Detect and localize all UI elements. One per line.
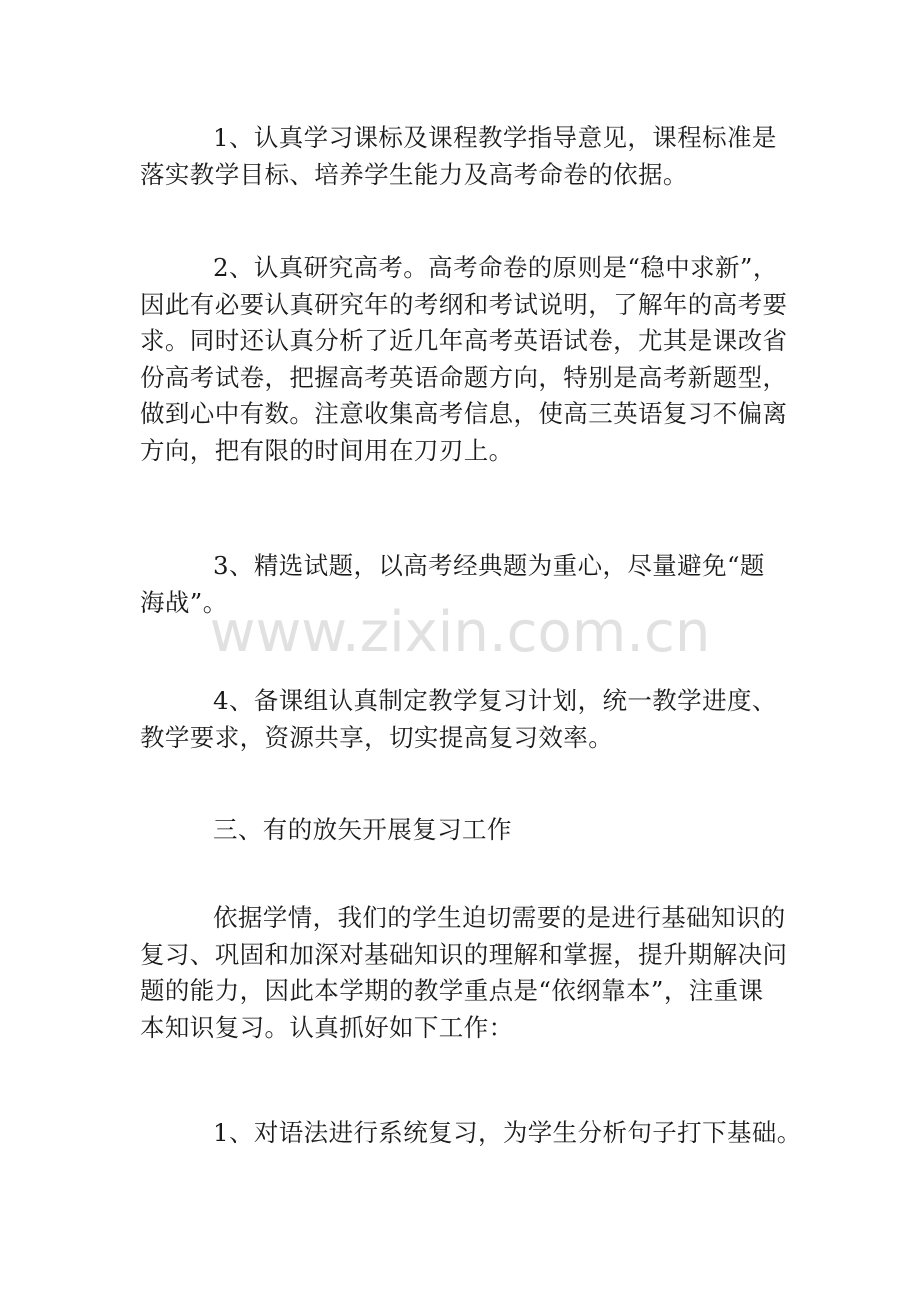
paragraph-item-2 <box>140 250 788 469</box>
paragraph-item-3 <box>140 548 785 621</box>
text-line: 方向，把有限的时间用在刀刃上。 <box>140 435 514 465</box>
text-line: 教学要求，资源共享，切实提高复习效率。 <box>140 722 614 752</box>
text-line: 份高考试卷，把握高考英语命题方向，特别是高考新题型， <box>140 362 788 392</box>
watermark: www.zixin.com.cn <box>209 600 711 665</box>
text-line: 复习、巩固和加深对基础知识的理解和掌握，提升期解决问 <box>140 939 788 969</box>
paragraph-item-1 <box>140 120 785 193</box>
text-line: 4、备课组认真制定教学复习计划，统一教学进度、 <box>213 686 777 715</box>
text-line: 1、认真学习课标及课程教学指导意见，课程标准是 <box>213 123 777 152</box>
text-line: 海战”。 <box>140 587 228 617</box>
section-heading <box>140 812 785 849</box>
text-line: 落实教学目标、培养学生能力及高考命卷的依据。 <box>140 159 688 189</box>
text-line: 2、认真研究高考。高考命卷的原则是“稳中求新”， <box>213 253 778 282</box>
text-line: 1、对语法进行系统复习，为学生分析句子打下基础。 <box>213 1118 802 1147</box>
text-line: 题的能力，因此本学期的教学重点是“依纲靠本”，注重课 <box>140 976 764 1005</box>
text-line: 三、有的放矢开展复习工作 <box>213 815 512 844</box>
paragraph-section-item-1 <box>140 1115 802 1152</box>
paragraph-item-4 <box>140 683 785 756</box>
paragraph-section-intro <box>140 900 788 1046</box>
text-line: 求。同时还认真分析了近几年高考英语试卷，尤其是课改省 <box>140 326 788 355</box>
text-line: 依据学情，我们的学生迫切需要的是进行基础知识的 <box>213 903 786 932</box>
text-line: 3、精选试题，以高考经典题为重心，尽量避免“题 <box>213 551 765 580</box>
text-line: 本知识复习。认真抓好如下工作： <box>140 1012 514 1042</box>
text-line: 因此有必要认真研究年的考纲和考试说明，了解年的高考要 <box>140 289 788 319</box>
text-line: 做到心中有数。注意收集高考信息，使高三英语复习不偏离 <box>140 399 788 428</box>
